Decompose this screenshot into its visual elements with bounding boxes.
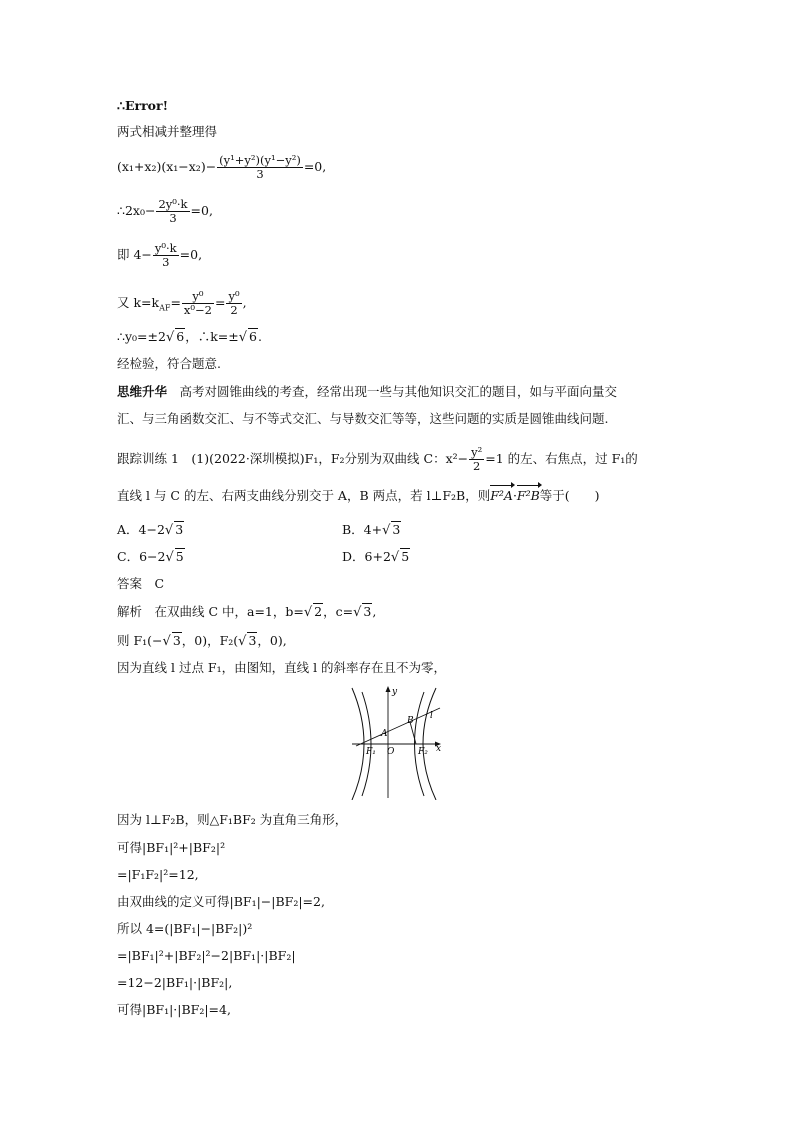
analysis-line-1 [117, 603, 376, 621]
eq4-fraction-2 [226, 290, 241, 317]
eq4-left: 又 k=k [117, 295, 160, 310]
line-l [356, 708, 440, 746]
option-c-text: C．6−2 [117, 549, 166, 564]
exercise-stem-b: =1 的左、右焦点，过 F₁的 [485, 451, 638, 466]
subtract-text: 两式相减并整理得 [117, 124, 218, 139]
foci-radicand-1: 3 [172, 633, 181, 648]
option-c [117, 548, 185, 566]
analysis-line-2 [117, 632, 287, 650]
summary-body: 高考对圆锥曲线的考查，经常出现一些与其他知识交汇的题目，如与平面向量交 [179, 384, 618, 399]
result-end: . [257, 329, 262, 344]
result-k: ，∴k=± [185, 329, 239, 344]
hyperbola-denominator: 2 [473, 459, 481, 473]
sqrt-icon: √ [238, 330, 248, 345]
option-d-text: D．6+2 [342, 549, 391, 564]
foci-b: ，0)，F₂( [181, 633, 239, 648]
analysis-line-11: 可得|BF₁|·|BF₂|=4, [117, 1002, 231, 1017]
option-b-radicand: 3 [392, 522, 401, 537]
label-l: l [430, 711, 433, 721]
radicand-1: 6 [176, 329, 185, 344]
exercise-stem-d: 等于( ) [539, 488, 600, 503]
eq4-denominator-2: 2 [230, 303, 238, 317]
option-d [342, 548, 410, 566]
equation-1 [117, 154, 326, 181]
analysis-line-6: =|F₁F₂|²=12, [117, 867, 199, 882]
eq4-right: , [242, 295, 247, 310]
label-o: O [387, 747, 395, 757]
analysis-radicand-2: 3 [363, 604, 372, 619]
hyperbola-figure [350, 684, 450, 800]
error-line: ∴Error! [117, 98, 169, 113]
radicand-2: 6 [249, 329, 257, 344]
analysis-radicand-1: 2 [314, 604, 323, 619]
option-b [342, 521, 401, 539]
eq3-right: =0, [179, 247, 203, 262]
sqrt-icon: √ [165, 550, 174, 565]
analysis-line-7: 由双曲线的定义可得|BF₁|−|BF₂|=2, [117, 894, 325, 909]
exercise-stem-c: 直线 l 与 C 的左、右两支曲线分别交于 A，B 两点，若 l⊥F₂B，则 [117, 488, 491, 503]
sqrt-icon: √ [162, 634, 171, 649]
eq1-right: =0, [303, 159, 327, 174]
exercise-stem-a: 跟踪训练 1 (1)(2022·深圳模拟)F₁，F₂分别为双曲线 C：x²− [117, 451, 469, 466]
hyperbola-fraction [469, 446, 484, 473]
sqrt-icon: √ [165, 330, 175, 345]
eq3-denominator: 3 [162, 255, 170, 269]
eq4-subscript: AF [159, 303, 171, 313]
label-b: B [407, 716, 414, 726]
eq4-equals: = [170, 295, 181, 310]
eq3-numerator: y⁰·k [154, 241, 177, 255]
eq4-fraction-1 [182, 290, 214, 317]
answer-line: 答案 C [117, 576, 165, 591]
label-f1: F₁ [366, 747, 376, 757]
eq2-left: ∴2x₀− [117, 203, 156, 218]
exercise-line-2 [117, 488, 600, 504]
eq2-denominator: 3 [169, 211, 177, 225]
foci-c: ，0), [257, 633, 287, 648]
eq4-equals-2: = [214, 295, 226, 310]
sqrt-icon: √ [390, 550, 400, 565]
option-a-text: A．4−2 [117, 522, 165, 537]
eq1-fraction [217, 154, 303, 181]
eq3-left: 即 4− [117, 247, 152, 262]
result-line [117, 328, 262, 346]
analysis-line-9: =|BF₁|²+|BF₂|²−2|BF₁|·|BF₂| [117, 948, 296, 963]
eq2-numerator: 2y⁰·k [158, 197, 188, 211]
equation-2 [117, 198, 213, 225]
eq2-fraction [156, 198, 189, 225]
label-x: x [436, 744, 442, 754]
hyperbola-numerator: y² [471, 445, 483, 459]
sqrt-icon: √ [238, 634, 247, 649]
analysis-a: 解析 在双曲线 C 中，a=1，b= [117, 604, 304, 619]
analysis-line-4: 因为 l⊥F₂B，则△F₁BF₂ 为直角三角形， [117, 812, 348, 827]
option-a-radicand: 3 [175, 522, 184, 537]
eq1-denominator: 3 [256, 167, 264, 181]
exercise-line-1 [117, 446, 638, 473]
analysis-line-8: 所以 4=(|BF₁|−|BF₂|)² [117, 921, 253, 936]
foci-a: 则 F₁(− [117, 633, 163, 648]
sqrt-icon: √ [164, 523, 174, 538]
vector-f2a: F²A [490, 488, 513, 503]
label-a: A [381, 729, 388, 739]
analysis-b: ，c= [323, 604, 354, 619]
option-a [117, 521, 184, 539]
option-d-radicand: 5 [401, 549, 410, 564]
eq4-numerator-1: y⁰ [182, 290, 214, 304]
summary-line-1 [117, 384, 617, 400]
vector-f2b: F²B [516, 488, 540, 503]
sqrt-icon: √ [382, 523, 391, 538]
analysis-line-3: 因为直线 l 过点 F₁，由图知，直线 l 的斜率存在且不为零， [117, 660, 447, 675]
eq4-numerator-2: y⁰ [228, 289, 240, 303]
y-axis-arrow [386, 686, 391, 692]
eq2-right: =0, [190, 203, 213, 218]
summary-line-2: 汇、与三角函数交汇、与不等式交汇、与导数交汇等等，这些问题的实质是圆锥曲线问题. [117, 411, 609, 426]
label-y: y [392, 687, 398, 697]
eq4-denominator-1: x⁰−2 [183, 303, 212, 317]
verify-text: 经检验，符合题意. [117, 356, 221, 371]
eq1-left: (x₁+x₂)(x₁−x₂)− [117, 159, 217, 174]
eq1-numerator: (y¹+y²)(y¹−y²) [219, 153, 301, 167]
option-c-radicand: 5 [175, 549, 184, 564]
analysis-line-10: =12−2|BF₁|·|BF₂|, [117, 975, 233, 990]
sqrt-icon: √ [303, 605, 313, 620]
equation-4 [117, 290, 247, 317]
label-f2: F₂ [418, 747, 428, 757]
equation-3 [117, 242, 202, 269]
analysis-line-5: 可得|BF₁|²+|BF₂|² [117, 840, 226, 855]
result-y0: ∴y₀=±2 [117, 329, 166, 344]
option-b-text: B．4+ [342, 522, 383, 537]
summary-heading: 思维升华 [117, 384, 168, 399]
dot-operator: · [512, 488, 517, 503]
sqrt-icon: √ [353, 605, 362, 620]
analysis-c: , [372, 604, 377, 619]
foci-radicand-2: 3 [248, 633, 257, 648]
eq3-fraction [153, 242, 179, 269]
